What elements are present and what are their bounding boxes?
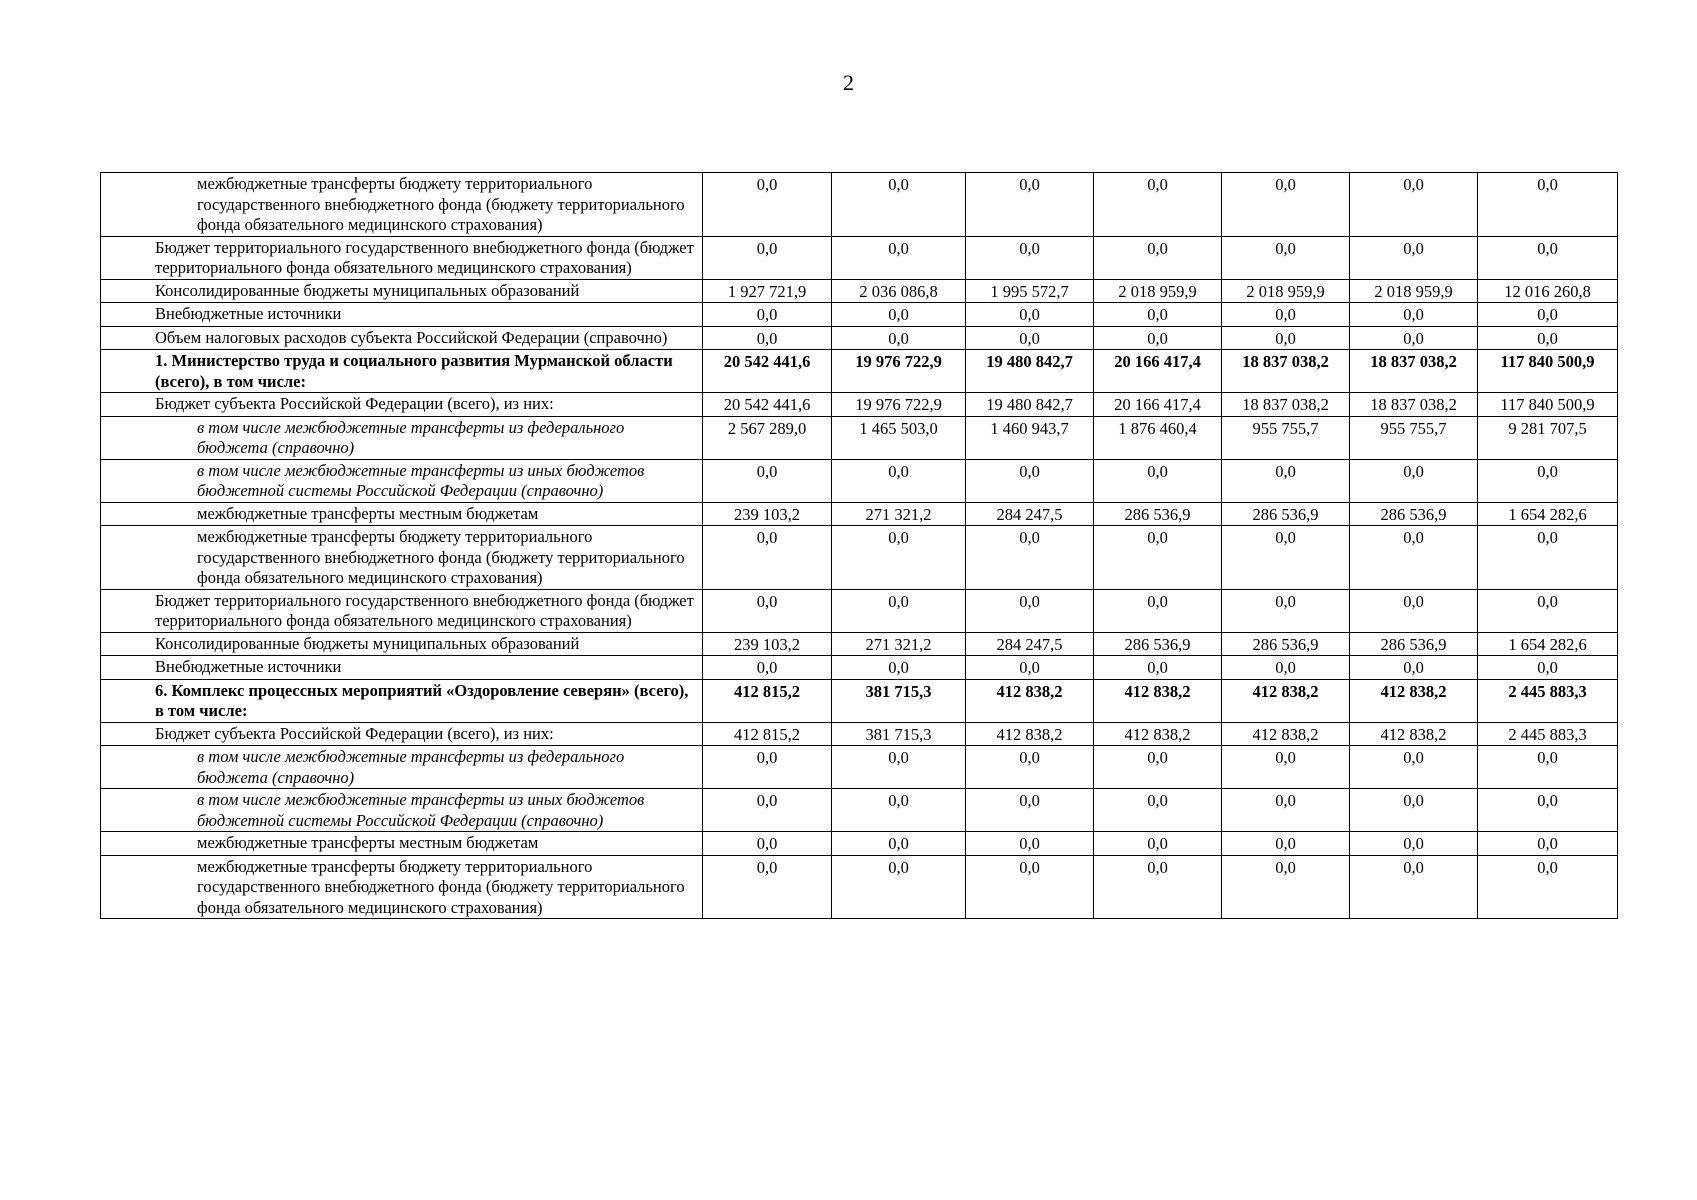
value-cell: 20 542 441,6 bbox=[703, 350, 832, 393]
value-cell: 0,0 bbox=[966, 236, 1094, 279]
page-number: 2 bbox=[843, 70, 854, 95]
value-cell: 0,0 bbox=[1350, 173, 1478, 237]
row-label: Бюджет субъекта Российской Федерации (всего), из них: bbox=[101, 722, 703, 746]
value-cell: 0,0 bbox=[966, 173, 1094, 237]
value-cell: 0,0 bbox=[1222, 173, 1350, 237]
value-cell: 0,0 bbox=[832, 832, 966, 856]
total-value-cell: 1 654 282,6 bbox=[1478, 632, 1618, 656]
row-label: Консолидированные бюджеты муниципальных образований bbox=[101, 279, 703, 303]
total-value-cell: 0,0 bbox=[1478, 832, 1618, 856]
table-row bbox=[101, 416, 1618, 459]
value-cell: 0,0 bbox=[703, 746, 832, 789]
value-cell: 284 247,5 bbox=[966, 502, 1094, 526]
value-cell: 239 103,2 bbox=[703, 632, 832, 656]
value-cell: 18 837 038,2 bbox=[1222, 350, 1350, 393]
row-label: межбюджетные трансферты бюджету территориального государственного внебюджетного фонда (бюджету территориального фонда обязательного медицинского страхования) bbox=[101, 855, 703, 919]
total-value-cell: 0,0 bbox=[1478, 303, 1618, 327]
value-cell: 0,0 bbox=[1222, 236, 1350, 279]
value-cell: 0,0 bbox=[1094, 303, 1222, 327]
value-cell: 18 837 038,2 bbox=[1222, 393, 1350, 417]
value-cell: 1 995 572,7 bbox=[966, 279, 1094, 303]
row-label: Внебюджетные источники bbox=[101, 656, 703, 680]
row-label: 6. Комплекс процессных мероприятий «Оздоровление северян» (всего), в том числе: bbox=[101, 679, 703, 722]
total-value-cell: 9 281 707,5 bbox=[1478, 416, 1618, 459]
value-cell: 0,0 bbox=[832, 789, 966, 832]
value-cell: 1 876 460,4 bbox=[1094, 416, 1222, 459]
value-cell: 19 480 842,7 bbox=[966, 393, 1094, 417]
value-cell: 0,0 bbox=[1350, 589, 1478, 632]
row-label: Бюджет территориального государственного внебюджетного фонда (бюджет территориального фонда обязательного медицинского страхования) bbox=[101, 236, 703, 279]
row-label: в том числе межбюджетные трансферты из иных бюджетов бюджетной системы Российской Федерации (справочно) bbox=[101, 459, 703, 502]
table-row bbox=[101, 589, 1618, 632]
value-cell: 412 838,2 bbox=[1350, 679, 1478, 722]
value-cell: 0,0 bbox=[1094, 326, 1222, 350]
row-label: 1. Министерство труда и социального развития Мурманской области (всего), в том числе: bbox=[101, 350, 703, 393]
row-label: Бюджет территориального государственного внебюджетного фонда (бюджет территориального фонда обязательного медицинского страхования) bbox=[101, 589, 703, 632]
total-value-cell: 0,0 bbox=[1478, 656, 1618, 680]
value-cell: 0,0 bbox=[1094, 746, 1222, 789]
value-cell: 0,0 bbox=[1350, 526, 1478, 590]
value-cell: 1 460 943,7 bbox=[966, 416, 1094, 459]
value-cell: 0,0 bbox=[966, 656, 1094, 680]
value-cell: 0,0 bbox=[703, 236, 832, 279]
value-cell: 0,0 bbox=[832, 459, 966, 502]
table-row bbox=[101, 832, 1618, 856]
value-cell: 1 465 503,0 bbox=[832, 416, 966, 459]
value-cell: 412 838,2 bbox=[1094, 722, 1222, 746]
value-cell: 0,0 bbox=[703, 173, 832, 237]
budget-table-body bbox=[101, 173, 1618, 919]
total-value-cell: 0,0 bbox=[1478, 236, 1618, 279]
value-cell: 2 036 086,8 bbox=[832, 279, 966, 303]
total-value-cell: 2 445 883,3 bbox=[1478, 679, 1618, 722]
value-cell: 286 536,9 bbox=[1222, 502, 1350, 526]
row-label: в том числе межбюджетные трансферты из федерального бюджета (справочно) bbox=[101, 746, 703, 789]
value-cell: 0,0 bbox=[1350, 789, 1478, 832]
budget-table bbox=[100, 172, 1618, 919]
table-row bbox=[101, 459, 1618, 502]
value-cell: 18 837 038,2 bbox=[1350, 393, 1478, 417]
value-cell: 271 321,2 bbox=[832, 632, 966, 656]
value-cell: 0,0 bbox=[1094, 589, 1222, 632]
value-cell: 412 838,2 bbox=[1350, 722, 1478, 746]
value-cell: 0,0 bbox=[1094, 459, 1222, 502]
value-cell: 0,0 bbox=[1350, 656, 1478, 680]
value-cell: 412 838,2 bbox=[1222, 679, 1350, 722]
total-value-cell: 0,0 bbox=[1478, 459, 1618, 502]
value-cell: 0,0 bbox=[1094, 855, 1222, 919]
value-cell: 0,0 bbox=[966, 326, 1094, 350]
value-cell: 412 815,2 bbox=[703, 679, 832, 722]
table-row bbox=[101, 722, 1618, 746]
value-cell: 271 321,2 bbox=[832, 502, 966, 526]
total-value-cell: 0,0 bbox=[1478, 746, 1618, 789]
value-cell: 0,0 bbox=[1094, 526, 1222, 590]
value-cell: 1 927 721,9 bbox=[703, 279, 832, 303]
value-cell: 0,0 bbox=[1222, 789, 1350, 832]
value-cell: 0,0 bbox=[966, 526, 1094, 590]
value-cell: 0,0 bbox=[832, 526, 966, 590]
value-cell: 0,0 bbox=[1222, 746, 1350, 789]
value-cell: 412 838,2 bbox=[1094, 679, 1222, 722]
total-value-cell: 0,0 bbox=[1478, 589, 1618, 632]
total-value-cell: 12 016 260,8 bbox=[1478, 279, 1618, 303]
total-value-cell: 0,0 bbox=[1478, 789, 1618, 832]
row-label: межбюджетные трансферты бюджету территориального государственного внебюджетного фонда (бюджету территориального фонда обязательного медицинского страхования) bbox=[101, 526, 703, 590]
value-cell: 0,0 bbox=[832, 589, 966, 632]
row-label: в том числе межбюджетные трансферты из иных бюджетов бюджетной системы Российской Федерации (справочно) bbox=[101, 789, 703, 832]
value-cell: 19 480 842,7 bbox=[966, 350, 1094, 393]
value-cell: 0,0 bbox=[703, 832, 832, 856]
value-cell: 0,0 bbox=[1094, 832, 1222, 856]
value-cell: 0,0 bbox=[1350, 303, 1478, 327]
table-row bbox=[101, 656, 1618, 680]
value-cell: 0,0 bbox=[703, 656, 832, 680]
value-cell: 0,0 bbox=[832, 656, 966, 680]
value-cell: 0,0 bbox=[703, 526, 832, 590]
value-cell: 2 018 959,9 bbox=[1094, 279, 1222, 303]
value-cell: 284 247,5 bbox=[966, 632, 1094, 656]
value-cell: 0,0 bbox=[832, 236, 966, 279]
value-cell: 0,0 bbox=[1350, 236, 1478, 279]
row-label: Консолидированные бюджеты муниципальных образований bbox=[101, 632, 703, 656]
value-cell: 0,0 bbox=[703, 855, 832, 919]
row-label: Бюджет субъекта Российской Федерации (всего), из них: bbox=[101, 393, 703, 417]
value-cell: 0,0 bbox=[966, 789, 1094, 832]
row-label: межбюджетные трансферты местным бюджетам bbox=[101, 502, 703, 526]
value-cell: 0,0 bbox=[966, 855, 1094, 919]
value-cell: 412 838,2 bbox=[966, 679, 1094, 722]
value-cell: 0,0 bbox=[1094, 789, 1222, 832]
value-cell: 0,0 bbox=[1350, 326, 1478, 350]
value-cell: 286 536,9 bbox=[1350, 632, 1478, 656]
table-row bbox=[101, 855, 1618, 919]
value-cell: 381 715,3 bbox=[832, 722, 966, 746]
value-cell: 286 536,9 bbox=[1094, 502, 1222, 526]
value-cell: 286 536,9 bbox=[1222, 632, 1350, 656]
total-value-cell: 2 445 883,3 bbox=[1478, 722, 1618, 746]
value-cell: 0,0 bbox=[832, 855, 966, 919]
value-cell: 19 976 722,9 bbox=[832, 393, 966, 417]
total-value-cell: 0,0 bbox=[1478, 326, 1618, 350]
value-cell: 0,0 bbox=[703, 326, 832, 350]
table-row bbox=[101, 789, 1618, 832]
table-row bbox=[101, 526, 1618, 590]
table-row bbox=[101, 236, 1618, 279]
value-cell: 412 838,2 bbox=[966, 722, 1094, 746]
value-cell: 0,0 bbox=[832, 326, 966, 350]
value-cell: 19 976 722,9 bbox=[832, 350, 966, 393]
row-label: в том числе межбюджетные трансферты из федерального бюджета (справочно) bbox=[101, 416, 703, 459]
value-cell: 0,0 bbox=[1094, 656, 1222, 680]
value-cell: 0,0 bbox=[703, 303, 832, 327]
value-cell: 0,0 bbox=[1350, 459, 1478, 502]
table-row bbox=[101, 393, 1618, 417]
table-row bbox=[101, 502, 1618, 526]
value-cell: 20 166 417,4 bbox=[1094, 393, 1222, 417]
value-cell: 955 755,7 bbox=[1222, 416, 1350, 459]
value-cell: 0,0 bbox=[832, 173, 966, 237]
value-cell: 0,0 bbox=[1094, 236, 1222, 279]
value-cell: 0,0 bbox=[1350, 855, 1478, 919]
total-value-cell: 117 840 500,9 bbox=[1478, 393, 1618, 417]
table-row bbox=[101, 632, 1618, 656]
value-cell: 2 018 959,9 bbox=[1222, 279, 1350, 303]
value-cell: 2 018 959,9 bbox=[1350, 279, 1478, 303]
value-cell: 0,0 bbox=[1222, 459, 1350, 502]
value-cell: 0,0 bbox=[1222, 855, 1350, 919]
value-cell: 0,0 bbox=[703, 589, 832, 632]
value-cell: 0,0 bbox=[1222, 326, 1350, 350]
value-cell: 20 542 441,6 bbox=[703, 393, 832, 417]
table-row bbox=[101, 326, 1618, 350]
table-row bbox=[101, 303, 1618, 327]
value-cell: 0,0 bbox=[966, 832, 1094, 856]
table-row bbox=[101, 350, 1618, 393]
table-row bbox=[101, 679, 1618, 722]
value-cell: 286 536,9 bbox=[1094, 632, 1222, 656]
total-value-cell: 0,0 bbox=[1478, 173, 1618, 237]
table-row bbox=[101, 746, 1618, 789]
value-cell: 0,0 bbox=[966, 589, 1094, 632]
value-cell: 0,0 bbox=[1350, 746, 1478, 789]
value-cell: 0,0 bbox=[1222, 526, 1350, 590]
value-cell: 0,0 bbox=[966, 303, 1094, 327]
value-cell: 20 166 417,4 bbox=[1094, 350, 1222, 393]
value-cell: 0,0 bbox=[703, 459, 832, 502]
total-value-cell: 117 840 500,9 bbox=[1478, 350, 1618, 393]
total-value-cell: 1 654 282,6 bbox=[1478, 502, 1618, 526]
value-cell: 18 837 038,2 bbox=[1350, 350, 1478, 393]
table-row bbox=[101, 173, 1618, 237]
value-cell: 286 536,9 bbox=[1350, 502, 1478, 526]
value-cell: 239 103,2 bbox=[703, 502, 832, 526]
row-label: Объем налоговых расходов субъекта Российской Федерации (справочно) bbox=[101, 326, 703, 350]
value-cell: 381 715,3 bbox=[832, 679, 966, 722]
value-cell: 0,0 bbox=[966, 746, 1094, 789]
value-cell: 412 815,2 bbox=[703, 722, 832, 746]
value-cell: 0,0 bbox=[832, 303, 966, 327]
total-value-cell: 0,0 bbox=[1478, 526, 1618, 590]
value-cell: 0,0 bbox=[1350, 832, 1478, 856]
row-label: межбюджетные трансферты местным бюджетам bbox=[101, 832, 703, 856]
value-cell: 0,0 bbox=[1222, 303, 1350, 327]
value-cell: 0,0 bbox=[1094, 173, 1222, 237]
total-value-cell: 0,0 bbox=[1478, 855, 1618, 919]
row-label: межбюджетные трансферты бюджету территориального государственного внебюджетного фонда (бюджету территориального фонда обязательного медицинского страхования) bbox=[101, 173, 703, 237]
value-cell: 0,0 bbox=[703, 789, 832, 832]
value-cell: 955 755,7 bbox=[1350, 416, 1478, 459]
table-row bbox=[101, 279, 1618, 303]
value-cell: 412 838,2 bbox=[1222, 722, 1350, 746]
row-label: Внебюджетные источники bbox=[101, 303, 703, 327]
value-cell: 0,0 bbox=[966, 459, 1094, 502]
value-cell: 0,0 bbox=[1222, 589, 1350, 632]
value-cell: 2 567 289,0 bbox=[703, 416, 832, 459]
value-cell: 0,0 bbox=[1222, 656, 1350, 680]
value-cell: 0,0 bbox=[832, 746, 966, 789]
value-cell: 0,0 bbox=[1222, 832, 1350, 856]
